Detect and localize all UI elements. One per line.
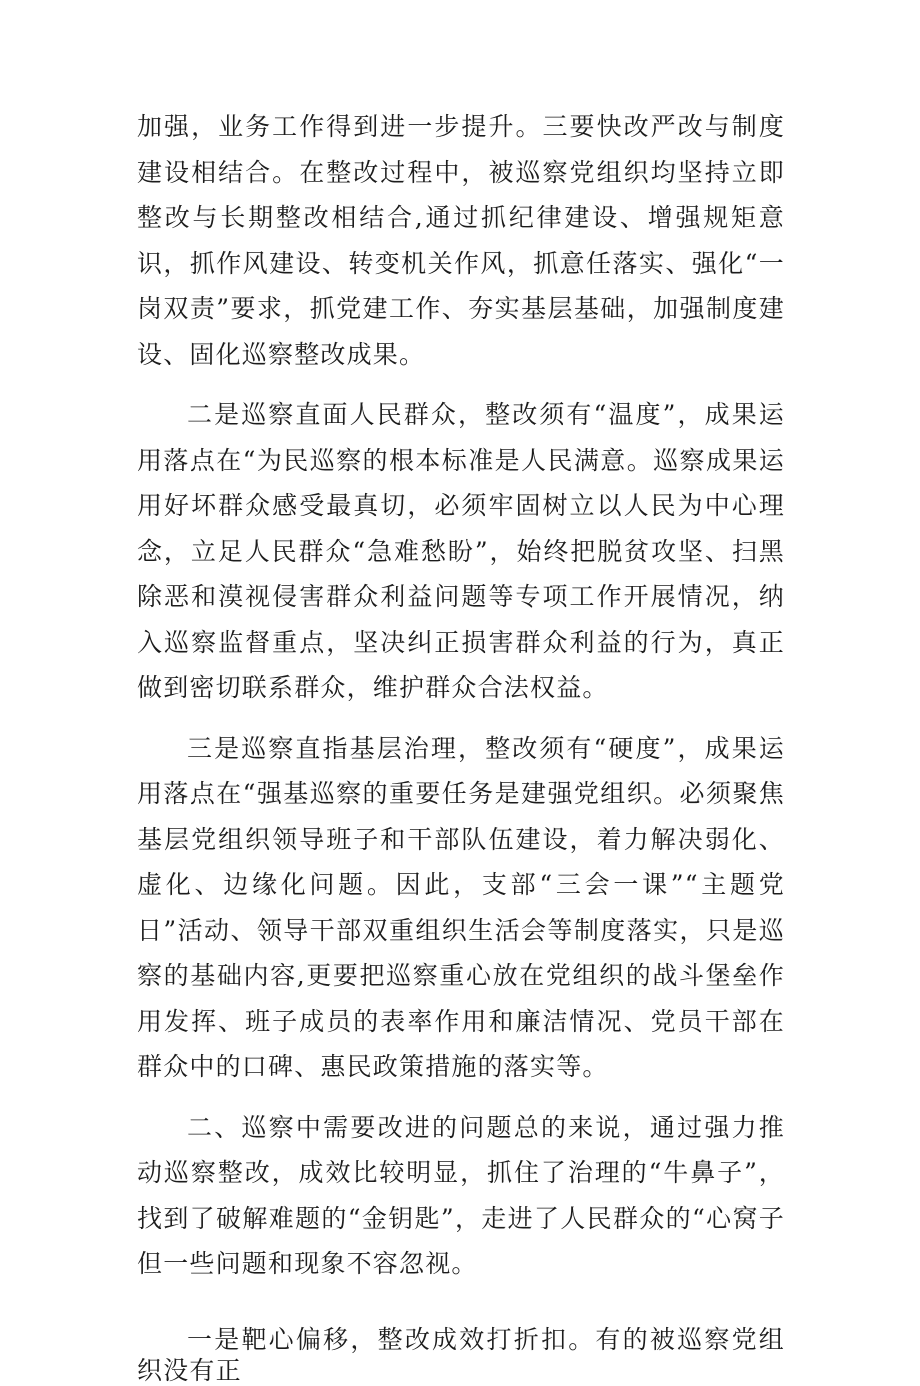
document-body (137, 104, 785, 1386)
paragraph-grassroots-hardness: 三是巡察直指基层治理，整改须有“硬度”，成果运用落点在“强基巡察的重要任务是建强党组织。必须聚焦基层党组织领导班子和干部队伍建设，着力解决弱化、虚化、边缘化问题。因此，支部“三会一课”“主题党日”活动、领导干部双重组织生活会等制度落实，只是巡察的基础内容,更要把巡察重心放在党组织的战斗堡垒作用发挥、班子成员的表率作用和廉洁情况、党员干部在群众中的口碑、惠民政策措施的落实等。 (137, 733, 785, 1081)
paragraph-target-shift: 一是靶心偏移，整改成效打折扣。有的被巡察党组织没有正 (137, 1324, 785, 1385)
paragraph-rectification-continued: 加强，业务工作得到进一步提升。三要快改严改与制度建设相结合。在整改过程中，被巡察党组织均坚持立即整改与长期整改相结合,通过抓纪律建设、增强规矩意识，抓作风建设、转变机关作风，抓意任落实、强化“一岗双责”要求，抓党建工作、夯实基层基础，加强制度建设、固化巡察整改成果。 (137, 112, 785, 369)
paragraph-section-two-heading: 二、巡察中需要改进的问题总的来说，通过强力推动巡察整改，成效比较明显，抓住了治理的“牛鼻子”，找到了破解难题的“金钥匙”，走进了人民群众的“心窝子但一些问题和现象不容忽视。 (137, 1112, 785, 1278)
paragraph-people-warmth: 二是巡察直面人民群众，整改须有“温度”，成果运用落点在“为民巡察的根本标准是人民满意。巡察成果运用好坏群众感受最真切，必须牢固树立以人民为中心理念，立足人民群众“急难愁盼”，始终把脱贫攻坚、扫黑除恶和漠视侵害群众利益问题等专项工作开展情况，纳入巡察监督重点，坚决纠正损害群众利益的行为，真正做到密切联系群众，维护群众合法权益。 (137, 400, 785, 702)
